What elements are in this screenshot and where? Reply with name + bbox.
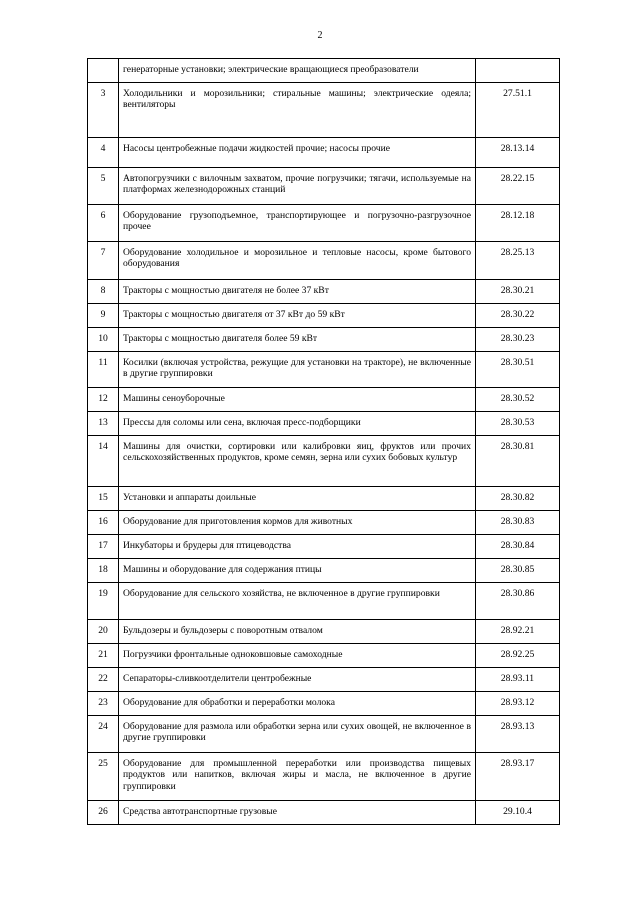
table-row <box>88 83 560 138</box>
row-name: Инкубаторы и брудеры для птицеводства <box>119 535 476 559</box>
row-number: 17 <box>88 535 119 559</box>
table-row <box>88 388 560 412</box>
row-code <box>476 59 560 83</box>
row-code: 28.25.13 <box>476 242 560 280</box>
row-name: Насосы центробежные подачи жидкостей прочие; насосы прочие <box>119 138 476 168</box>
row-number: 26 <box>88 801 119 825</box>
row-code: 28.30.23 <box>476 328 560 352</box>
table-row <box>88 583 560 620</box>
table-row <box>88 753 560 801</box>
row-name: Машины сеноуборочные <box>119 388 476 412</box>
row-code: 28.92.25 <box>476 644 560 668</box>
row-number: 10 <box>88 328 119 352</box>
row-number: 4 <box>88 138 119 168</box>
row-number: 3 <box>88 83 119 138</box>
row-number: 14 <box>88 436 119 487</box>
table-row <box>88 487 560 511</box>
row-code: 28.13.14 <box>476 138 560 168</box>
row-name: Оборудование для приготовления кормов для животных <box>119 511 476 535</box>
table-row <box>88 436 560 487</box>
row-name: Оборудование для обработки и переработки молока <box>119 692 476 716</box>
row-number: 12 <box>88 388 119 412</box>
row-code: 27.51.1 <box>476 83 560 138</box>
row-name: Оборудование для размола или обработки зерна или сухих овощей, не включенное в другие группировки <box>119 716 476 753</box>
table-row <box>88 644 560 668</box>
row-code: 28.30.53 <box>476 412 560 436</box>
row-name: генераторные установки; электрические вращающиеся преобразователи <box>119 59 476 83</box>
table-row <box>88 559 560 583</box>
table-row <box>88 801 560 825</box>
table-row <box>88 668 560 692</box>
row-name: Косилки (включая устройства, режущие для установки на тракторе), не включенные в другие группировки <box>119 352 476 388</box>
row-name: Прессы для соломы или сена, включая пресс-подборщики <box>119 412 476 436</box>
row-code: 28.22.15 <box>476 168 560 205</box>
row-code: 28.30.52 <box>476 388 560 412</box>
row-name: Тракторы с мощностью двигателя не более 37 кВт <box>119 280 476 304</box>
table-row <box>88 328 560 352</box>
table-row <box>88 716 560 753</box>
table-row <box>88 692 560 716</box>
row-number: 6 <box>88 205 119 242</box>
row-code: 28.30.86 <box>476 583 560 620</box>
row-name: Оборудование грузоподъемное, транспортирующее и погрузочно-разгрузочное прочее <box>119 205 476 242</box>
row-code: 28.93.11 <box>476 668 560 692</box>
table-row <box>88 535 560 559</box>
row-number: 5 <box>88 168 119 205</box>
table-row <box>88 138 560 168</box>
row-number: 19 <box>88 583 119 620</box>
row-code: 28.92.21 <box>476 620 560 644</box>
row-number: 13 <box>88 412 119 436</box>
row-name: Сепараторы-сливкоотделители центробежные <box>119 668 476 692</box>
row-code: 28.30.81 <box>476 436 560 487</box>
table-row <box>88 280 560 304</box>
row-number: 18 <box>88 559 119 583</box>
row-number: 16 <box>88 511 119 535</box>
row-name: Погрузчики фронтальные одноковшовые самоходные <box>119 644 476 668</box>
row-number: 11 <box>88 352 119 388</box>
row-code: 28.93.13 <box>476 716 560 753</box>
table-row <box>88 242 560 280</box>
page-number: 2 <box>317 30 323 41</box>
row-code: 28.93.12 <box>476 692 560 716</box>
row-number <box>88 59 119 83</box>
row-number: 22 <box>88 668 119 692</box>
row-code: 28.12.18 <box>476 205 560 242</box>
row-number: 20 <box>88 620 119 644</box>
row-code: 28.93.17 <box>476 753 560 801</box>
row-number: 15 <box>88 487 119 511</box>
table-row <box>88 59 560 83</box>
row-name: Установки и аппараты доильные <box>119 487 476 511</box>
table-row <box>88 620 560 644</box>
row-code: 28.30.84 <box>476 535 560 559</box>
row-number: 25 <box>88 753 119 801</box>
row-code: 28.30.85 <box>476 559 560 583</box>
row-name: Машины и оборудование для содержания птицы <box>119 559 476 583</box>
row-number: 23 <box>88 692 119 716</box>
equipment-table <box>87 58 560 825</box>
row-code: 28.30.83 <box>476 511 560 535</box>
row-name: Тракторы с мощностью двигателя более 59 кВт <box>119 328 476 352</box>
row-name: Оборудование для сельского хозяйства, не включенное в другие группировки <box>119 583 476 620</box>
row-number: 8 <box>88 280 119 304</box>
table-row <box>88 352 560 388</box>
row-name: Машины для очистки, сортировки или калибровки яиц, фруктов или прочих сельскохозяйственных продуктов, кроме семян, зерна или сухих бобовых культур <box>119 436 476 487</box>
row-name: Холодильники и морозильники; стиральные машины; электрические одеяла; вентиляторы <box>119 83 476 138</box>
table-row <box>88 511 560 535</box>
table-body <box>88 59 560 825</box>
table-row <box>88 412 560 436</box>
row-name: Бульдозеры и бульдозеры с поворотным отвалом <box>119 620 476 644</box>
row-code: 29.10.4 <box>476 801 560 825</box>
row-code: 28.30.82 <box>476 487 560 511</box>
row-name: Средства автотранспортные грузовые <box>119 801 476 825</box>
row-name: Тракторы с мощностью двигателя от 37 кВт до 59 кВт <box>119 304 476 328</box>
row-name: Оборудование холодильное и морозильное и тепловые насосы, кроме бытового оборудования <box>119 242 476 280</box>
row-code: 28.30.21 <box>476 280 560 304</box>
row-name: Оборудование для промышленной переработки или производства пищевых продуктов или напитков, включая жиры и масла, не включенное в другие группировки <box>119 753 476 801</box>
row-code: 28.30.51 <box>476 352 560 388</box>
table-row <box>88 205 560 242</box>
row-code: 28.30.22 <box>476 304 560 328</box>
table-row <box>88 304 560 328</box>
row-number: 9 <box>88 304 119 328</box>
table-row <box>88 168 560 205</box>
row-number: 7 <box>88 242 119 280</box>
row-name: Автопогрузчики с вилочным захватом, прочие погрузчики; тягачи, используемые на платформах железнодорожных станций <box>119 168 476 205</box>
row-number: 21 <box>88 644 119 668</box>
row-number: 24 <box>88 716 119 753</box>
